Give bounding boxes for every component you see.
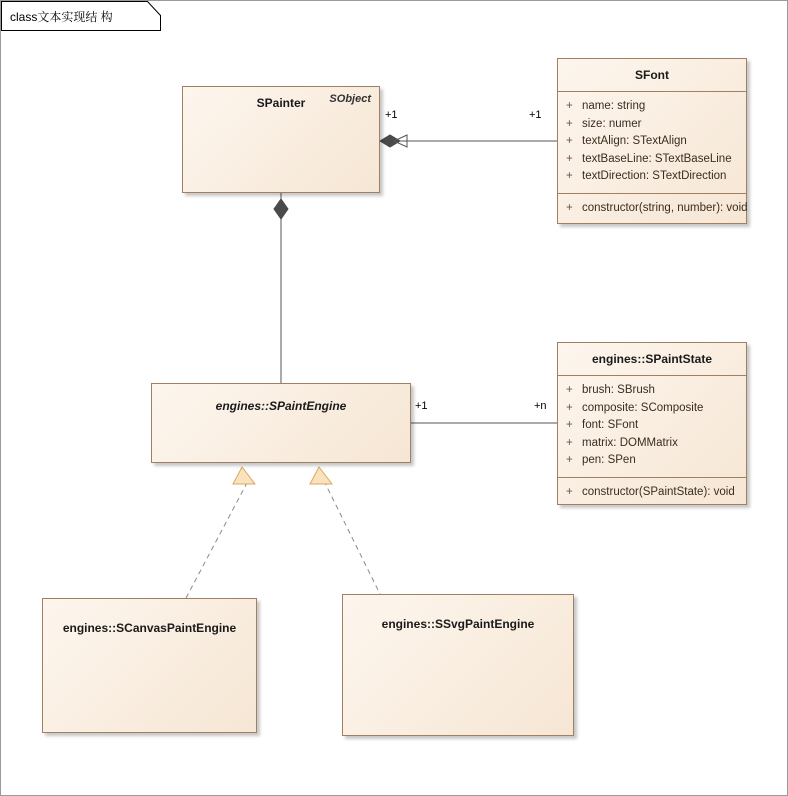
attribute-text: textBaseLine: STextBaseLine [582, 152, 732, 165]
attribute-row [564, 452, 740, 470]
class-node-ssvgpaintengine[interactable] [342, 594, 574, 736]
visibility-marker: + [566, 384, 573, 396]
multiplicity-painter-font-source: +1 [385, 109, 398, 121]
multiplicity-engine-state-target: +n [534, 400, 547, 412]
class-title-spaintstate: engines::SPaintState [591, 352, 713, 366]
visibility-marker: + [566, 401, 573, 414]
operations-spaintstate [558, 478, 746, 509]
visibility-marker: + [566, 170, 573, 182]
attributes-spaintstate [558, 376, 746, 477]
operation-row [564, 484, 740, 502]
visibility-marker: + [566, 117, 573, 130]
class-title-scanvaspaintengine: engines::SCanvasPaintEngine [62, 621, 237, 635]
attribute-text: font: SFont [582, 419, 639, 431]
attribute-text: name: string [582, 100, 646, 112]
class-node-spaintengine[interactable] [151, 383, 411, 463]
operation-row [564, 200, 748, 218]
attribute-row [564, 116, 740, 134]
visibility-marker: + [566, 485, 573, 498]
frame-label-text: class文本实现结 构 [10, 10, 113, 24]
attribute-row [564, 133, 740, 151]
class-title-spainter [183, 87, 379, 119]
visibility-marker: + [566, 454, 573, 466]
operation-text: constructor(SPaintState): void [582, 485, 735, 498]
attribute-text: textDirection: STextDirection [582, 170, 727, 182]
multiplicity-engine-state-source: +1 [415, 400, 428, 412]
class-title-sfont: SFont [635, 68, 669, 82]
attribute-row [564, 151, 740, 169]
class-node-sfont[interactable] [557, 58, 747, 224]
attribute-row [564, 382, 740, 400]
attribute-text: matrix: DOMMatrix [582, 436, 678, 449]
stereotype-sobject: SObject [329, 93, 371, 105]
attribute-text: pen: SPen [582, 454, 636, 466]
class-title-ssvgpaintengine: engines::SSvgPaintEngine [381, 617, 535, 631]
visibility-marker: + [566, 436, 573, 449]
class-title-spaintengine: engines::SPaintEngine [215, 399, 347, 413]
attribute-text: size: numer [582, 117, 642, 130]
visibility-marker: + [566, 152, 573, 165]
attributes-sfont [558, 92, 746, 193]
attribute-text: composite: SComposite [582, 401, 704, 414]
attribute-row [564, 98, 740, 116]
operations-sfont [558, 194, 746, 225]
class-node-scanvaspaintengine[interactable] [42, 598, 257, 733]
attribute-row [564, 168, 740, 186]
attribute-row [564, 417, 740, 435]
attribute-row [564, 400, 740, 418]
visibility-marker: + [566, 419, 573, 431]
class-node-spaintstate[interactable] [557, 342, 747, 505]
class-node-spainter[interactable] [182, 86, 380, 193]
operation-text: constructor(string, number): void [582, 201, 748, 214]
diagram-frame-label [1, 1, 161, 31]
attribute-text: textAlign: STextAlign [582, 135, 687, 147]
visibility-marker: + [566, 201, 573, 214]
attribute-row [564, 435, 740, 453]
visibility-marker: + [566, 100, 573, 112]
multiplicity-painter-font-target: +1 [529, 109, 542, 121]
attribute-text: brush: SBrush [582, 384, 655, 396]
visibility-marker: + [566, 135, 573, 147]
class-name-spainter: SPainter [256, 96, 306, 110]
